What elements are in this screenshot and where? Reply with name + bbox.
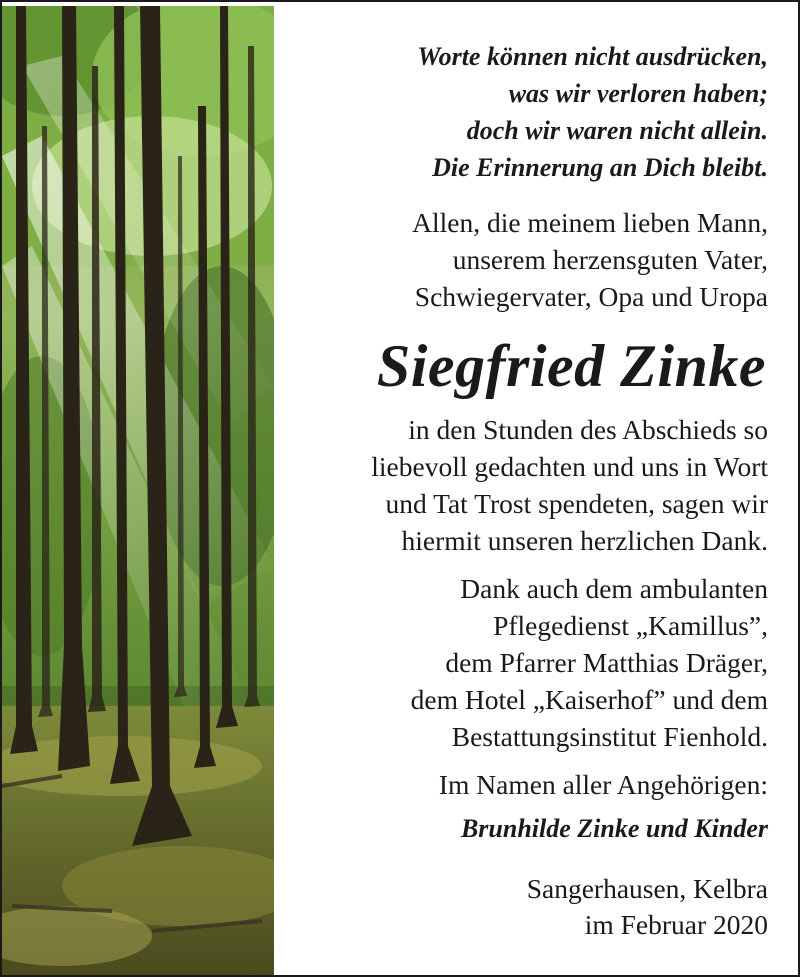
- forest-photo: [2, 6, 274, 977]
- thanks-line-3: und Tat Trost spendeten, sagen wir: [385, 488, 768, 519]
- on-behalf-line: Im Namen aller Angehörigen:: [438, 769, 768, 800]
- deceased-name: Siegfried Zinke: [376, 333, 766, 399]
- date-line: im Februar 2020: [584, 909, 768, 940]
- verse-line-3: doch wir waren nicht allein.: [466, 116, 768, 145]
- thanks-line-2: liebevoll gedachten und uns in Wort: [371, 451, 768, 482]
- text-column: [274, 2, 800, 977]
- intro-line-3: Schwiegervater, Opa und Uropa: [414, 281, 768, 312]
- forest-illustration: [2, 6, 274, 977]
- verse-line-1: Worte können nicht ausdrücken,: [417, 42, 768, 71]
- extra-thanks-line-1: Dank auch dem ambulanten: [460, 573, 768, 604]
- verse-line-2: was wir verloren haben;: [508, 79, 768, 108]
- intro-line-1: Allen, die meinem lieben Mann,: [412, 207, 768, 238]
- extra-thanks-line-3: dem Pfarrer Matthias Dräger,: [445, 647, 768, 678]
- intro-line-2: unserem herzensguten Vater,: [452, 244, 768, 275]
- place-line: Sangerhausen, Kelbra: [526, 873, 768, 904]
- verse-line-4: Die Erinnerung an Dich bleibt.: [432, 153, 768, 182]
- thanks-line-1: in den Stunden des Abschieds so: [408, 414, 768, 445]
- thanks-line-4: hiermit unseren herzlichen Dank.: [401, 525, 768, 556]
- signature: Brunhilde Zinke und Kinder: [460, 814, 768, 843]
- extra-thanks-line-5: Bestattungsinstitut Fienhold.: [451, 721, 768, 752]
- extra-thanks-line-2: Pflegedienst „Kamillus”,: [493, 610, 768, 641]
- extra-thanks-line-4: dem Hotel „Kaiserhof” und dem: [410, 684, 768, 715]
